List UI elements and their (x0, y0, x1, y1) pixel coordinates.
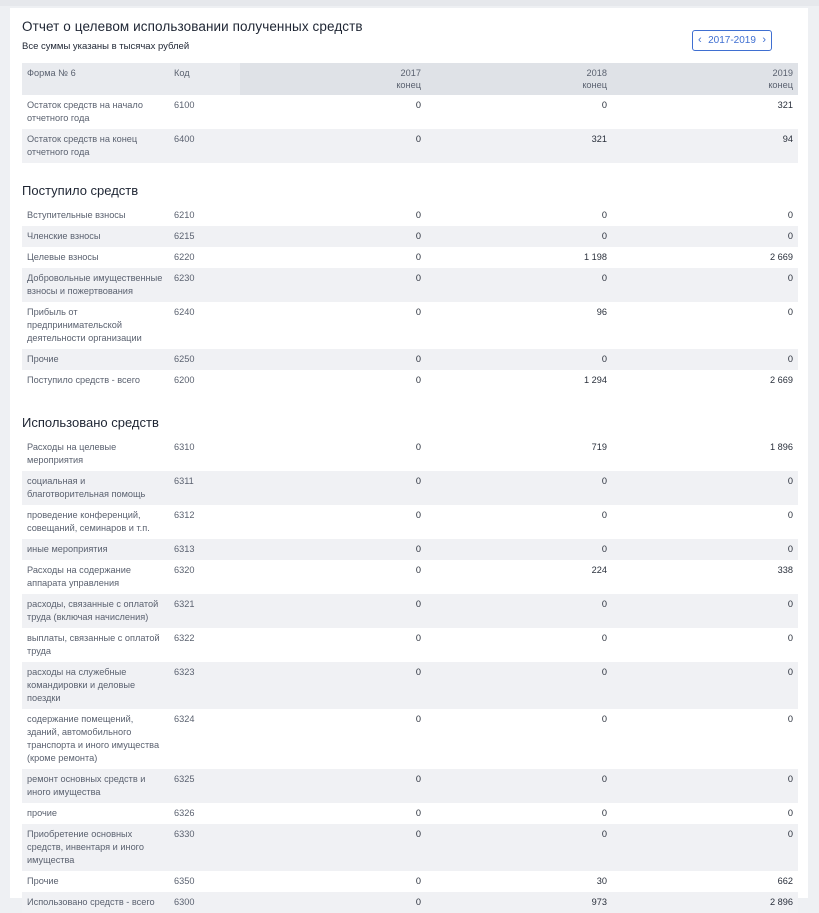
row-label: Прибыль от предпринимательской деятельности организации (27, 307, 142, 343)
table-row (22, 769, 798, 803)
row-code: 6220 (174, 252, 195, 262)
row-code: 6400 (169, 129, 240, 163)
row-value-2018: 1 198 (584, 252, 607, 262)
table-row (22, 205, 798, 226)
row-code: 6200 (174, 375, 195, 385)
row-code: 6324 (174, 714, 195, 724)
row-value-2019: 338 (777, 565, 793, 575)
row-value-2019: 0 (787, 510, 793, 520)
table-row (22, 437, 798, 471)
row-value-2017: 0 (415, 210, 421, 220)
row-value-2018: 0 (426, 349, 612, 370)
row-value-2018: 0 (426, 662, 612, 709)
row-value-2019: 94 (612, 129, 798, 163)
row-value-2017: 0 (415, 252, 421, 262)
row-label: ремонт основных средств и иного имущества (22, 769, 169, 803)
row-code: 6230 (169, 268, 240, 302)
row-label: Прочие (27, 876, 59, 886)
row-code: 6240 (174, 307, 195, 317)
row-value-2018: 719 (591, 442, 607, 452)
row-value-2018: 0 (601, 808, 607, 818)
table-row (22, 709, 798, 769)
received-table (22, 205, 798, 391)
row-code: 6330 (169, 824, 240, 871)
row-value-2017: 0 (240, 824, 426, 871)
chevron-right-icon[interactable]: › (762, 34, 766, 46)
row-value-2017: 0 (415, 714, 421, 724)
header-year-2018: 2018 конец (426, 63, 612, 95)
row-value-2018: 973 (426, 892, 612, 913)
table-row (22, 247, 798, 268)
row-code: 6313 (169, 539, 240, 560)
row-label: Поступило средств - всего (27, 375, 141, 385)
table-row (22, 505, 798, 539)
row-value-2017: 0 (415, 100, 421, 110)
row-label: Прочие (22, 349, 169, 370)
row-value-2018: 0 (601, 210, 607, 220)
row-value-2018: 1 294 (584, 375, 607, 385)
row-value-2017: 0 (415, 307, 421, 317)
row-label: содержание помещений, зданий, автомобильного транспорта и иного имущества (кроме ремонта) (27, 714, 160, 763)
row-code: 6312 (174, 510, 195, 520)
row-code: 6350 (174, 876, 195, 886)
balance-table (22, 63, 798, 163)
row-label: выплаты, связанные с оплатой труда (27, 633, 160, 656)
row-value-2017: 0 (240, 268, 426, 302)
row-value-2019: 0 (787, 307, 793, 317)
row-value-2018: 0 (601, 633, 607, 643)
table-row (22, 349, 798, 370)
row-code: 6323 (169, 662, 240, 709)
row-value-2019: 2 669 (770, 375, 793, 385)
row-code: 6321 (169, 594, 240, 628)
row-code: 6320 (174, 565, 195, 575)
row-value-2019: 662 (777, 876, 793, 886)
row-code: 6100 (174, 100, 195, 110)
row-value-2018: 0 (426, 539, 612, 560)
row-label: Расходы на целевые мероприятия (27, 442, 117, 465)
row-value-2019: 0 (787, 714, 793, 724)
row-label: Использовано средств - всего (22, 892, 169, 913)
header-year-2019: 2019 конец (612, 63, 798, 95)
row-code: 6311 (169, 471, 240, 505)
row-value-2018: 0 (426, 769, 612, 803)
row-label: Остаток средств на начало отчетного года (27, 100, 143, 123)
row-value-2017: 0 (240, 226, 426, 247)
row-value-2019: 0 (787, 808, 793, 818)
row-label: Приобретение основных средств, инвентаря и иного имущества (22, 824, 169, 871)
row-value-2017: 0 (415, 876, 421, 886)
row-value-2018: 0 (426, 824, 612, 871)
row-value-2019: 0 (787, 633, 793, 643)
table-row (22, 662, 798, 709)
header-form: Форма № 6 (22, 63, 169, 95)
row-value-2017: 0 (240, 129, 426, 163)
section-title-used: Использовано средств (22, 415, 159, 430)
row-label: социальная и благотворительная помощь (22, 471, 169, 505)
row-value-2018: 0 (426, 226, 612, 247)
row-value-2018: 0 (426, 594, 612, 628)
row-value-2017: 0 (240, 471, 426, 505)
row-value-2019: 1 896 (770, 442, 793, 452)
row-label: проведение конференций, совещаний, семинаров и т.п. (27, 510, 150, 533)
report-card (10, 8, 808, 907)
row-value-2018: 0 (601, 100, 607, 110)
row-value-2019: 0 (612, 539, 798, 560)
row-value-2017: 0 (240, 662, 426, 709)
chevron-left-icon[interactable]: ‹ (698, 34, 702, 46)
row-value-2019: 0 (612, 471, 798, 505)
row-value-2019: 321 (777, 100, 793, 110)
table-row (22, 560, 798, 594)
table-row (22, 471, 798, 505)
row-label: расходы, связанные с оплатой труда (включая начисления) (22, 594, 169, 628)
row-code: 6326 (174, 808, 195, 818)
row-value-2018: 0 (601, 714, 607, 724)
table-row (22, 302, 798, 349)
row-value-2019: 0 (612, 769, 798, 803)
table-row (22, 226, 798, 247)
table-row (22, 824, 798, 871)
header-year-2017: 2017 конец (240, 63, 426, 95)
used-table (22, 437, 798, 913)
row-label: расходы на служебные командировки и деловые поездки (22, 662, 169, 709)
row-value-2017: 0 (240, 769, 426, 803)
row-value-2019: 0 (612, 268, 798, 302)
row-value-2017: 0 (415, 565, 421, 575)
row-label: Остаток средств на конец отчетного года (22, 129, 169, 163)
row-value-2018: 0 (426, 471, 612, 505)
row-value-2017: 0 (415, 633, 421, 643)
period-selector[interactable] (692, 30, 772, 51)
table-row (22, 871, 798, 892)
table-row (22, 268, 798, 302)
row-code: 6310 (174, 442, 195, 452)
row-value-2018: 0 (426, 268, 612, 302)
period-label: 2017-2019 (708, 35, 756, 46)
row-value-2017: 0 (240, 594, 426, 628)
row-value-2017: 0 (415, 442, 421, 452)
page-subtitle: Все суммы указаны в тысячах рублей (22, 41, 190, 52)
row-code: 6210 (174, 210, 195, 220)
row-value-2019: 0 (612, 824, 798, 871)
row-code: 6300 (169, 892, 240, 913)
row-label: Добровольные имущественные взносы и пожертвования (22, 268, 169, 302)
row-value-2019: 0 (612, 662, 798, 709)
table-row (22, 539, 798, 560)
row-code: 6322 (174, 633, 195, 643)
row-value-2019: 0 (612, 226, 798, 247)
table-row (22, 129, 798, 163)
top-bar (0, 0, 819, 6)
row-value-2019: 0 (612, 594, 798, 628)
table-row (22, 594, 798, 628)
row-value-2018: 30 (596, 876, 607, 886)
row-value-2018: 0 (601, 510, 607, 520)
row-value-2017: 0 (415, 375, 421, 385)
table-header-row (22, 63, 798, 95)
row-value-2017: 0 (415, 510, 421, 520)
row-value-2017: 0 (415, 808, 421, 818)
section-title-received: Поступило средств (22, 183, 139, 198)
table-row (22, 95, 798, 129)
row-value-2019: 0 (787, 210, 793, 220)
row-value-2019: 0 (612, 349, 798, 370)
row-label: Членские взносы (22, 226, 169, 247)
row-code: 6325 (169, 769, 240, 803)
row-value-2019: 2 896 (612, 892, 798, 913)
row-label: Целевые взносы (27, 252, 99, 262)
row-label: иные мероприятия (22, 539, 169, 560)
row-value-2019: 2 669 (770, 252, 793, 262)
row-value-2018: 321 (426, 129, 612, 163)
row-value-2017: 0 (240, 539, 426, 560)
row-code: 6215 (169, 226, 240, 247)
row-value-2018: 96 (596, 307, 607, 317)
row-label: Расходы на содержание аппарата управления (27, 565, 131, 588)
row-code: 6250 (169, 349, 240, 370)
table-row (22, 370, 798, 391)
row-label: прочие (27, 808, 58, 818)
table-row (22, 628, 798, 662)
row-value-2017: 0 (240, 892, 426, 913)
row-label: Вступительные взносы (27, 210, 126, 220)
row-value-2018: 224 (591, 565, 607, 575)
header-code: Код (169, 63, 240, 95)
page-title: Отчет о целевом использовании полученных средств (22, 19, 363, 34)
table-row (22, 892, 798, 913)
table-row (22, 803, 798, 824)
row-value-2017: 0 (240, 349, 426, 370)
